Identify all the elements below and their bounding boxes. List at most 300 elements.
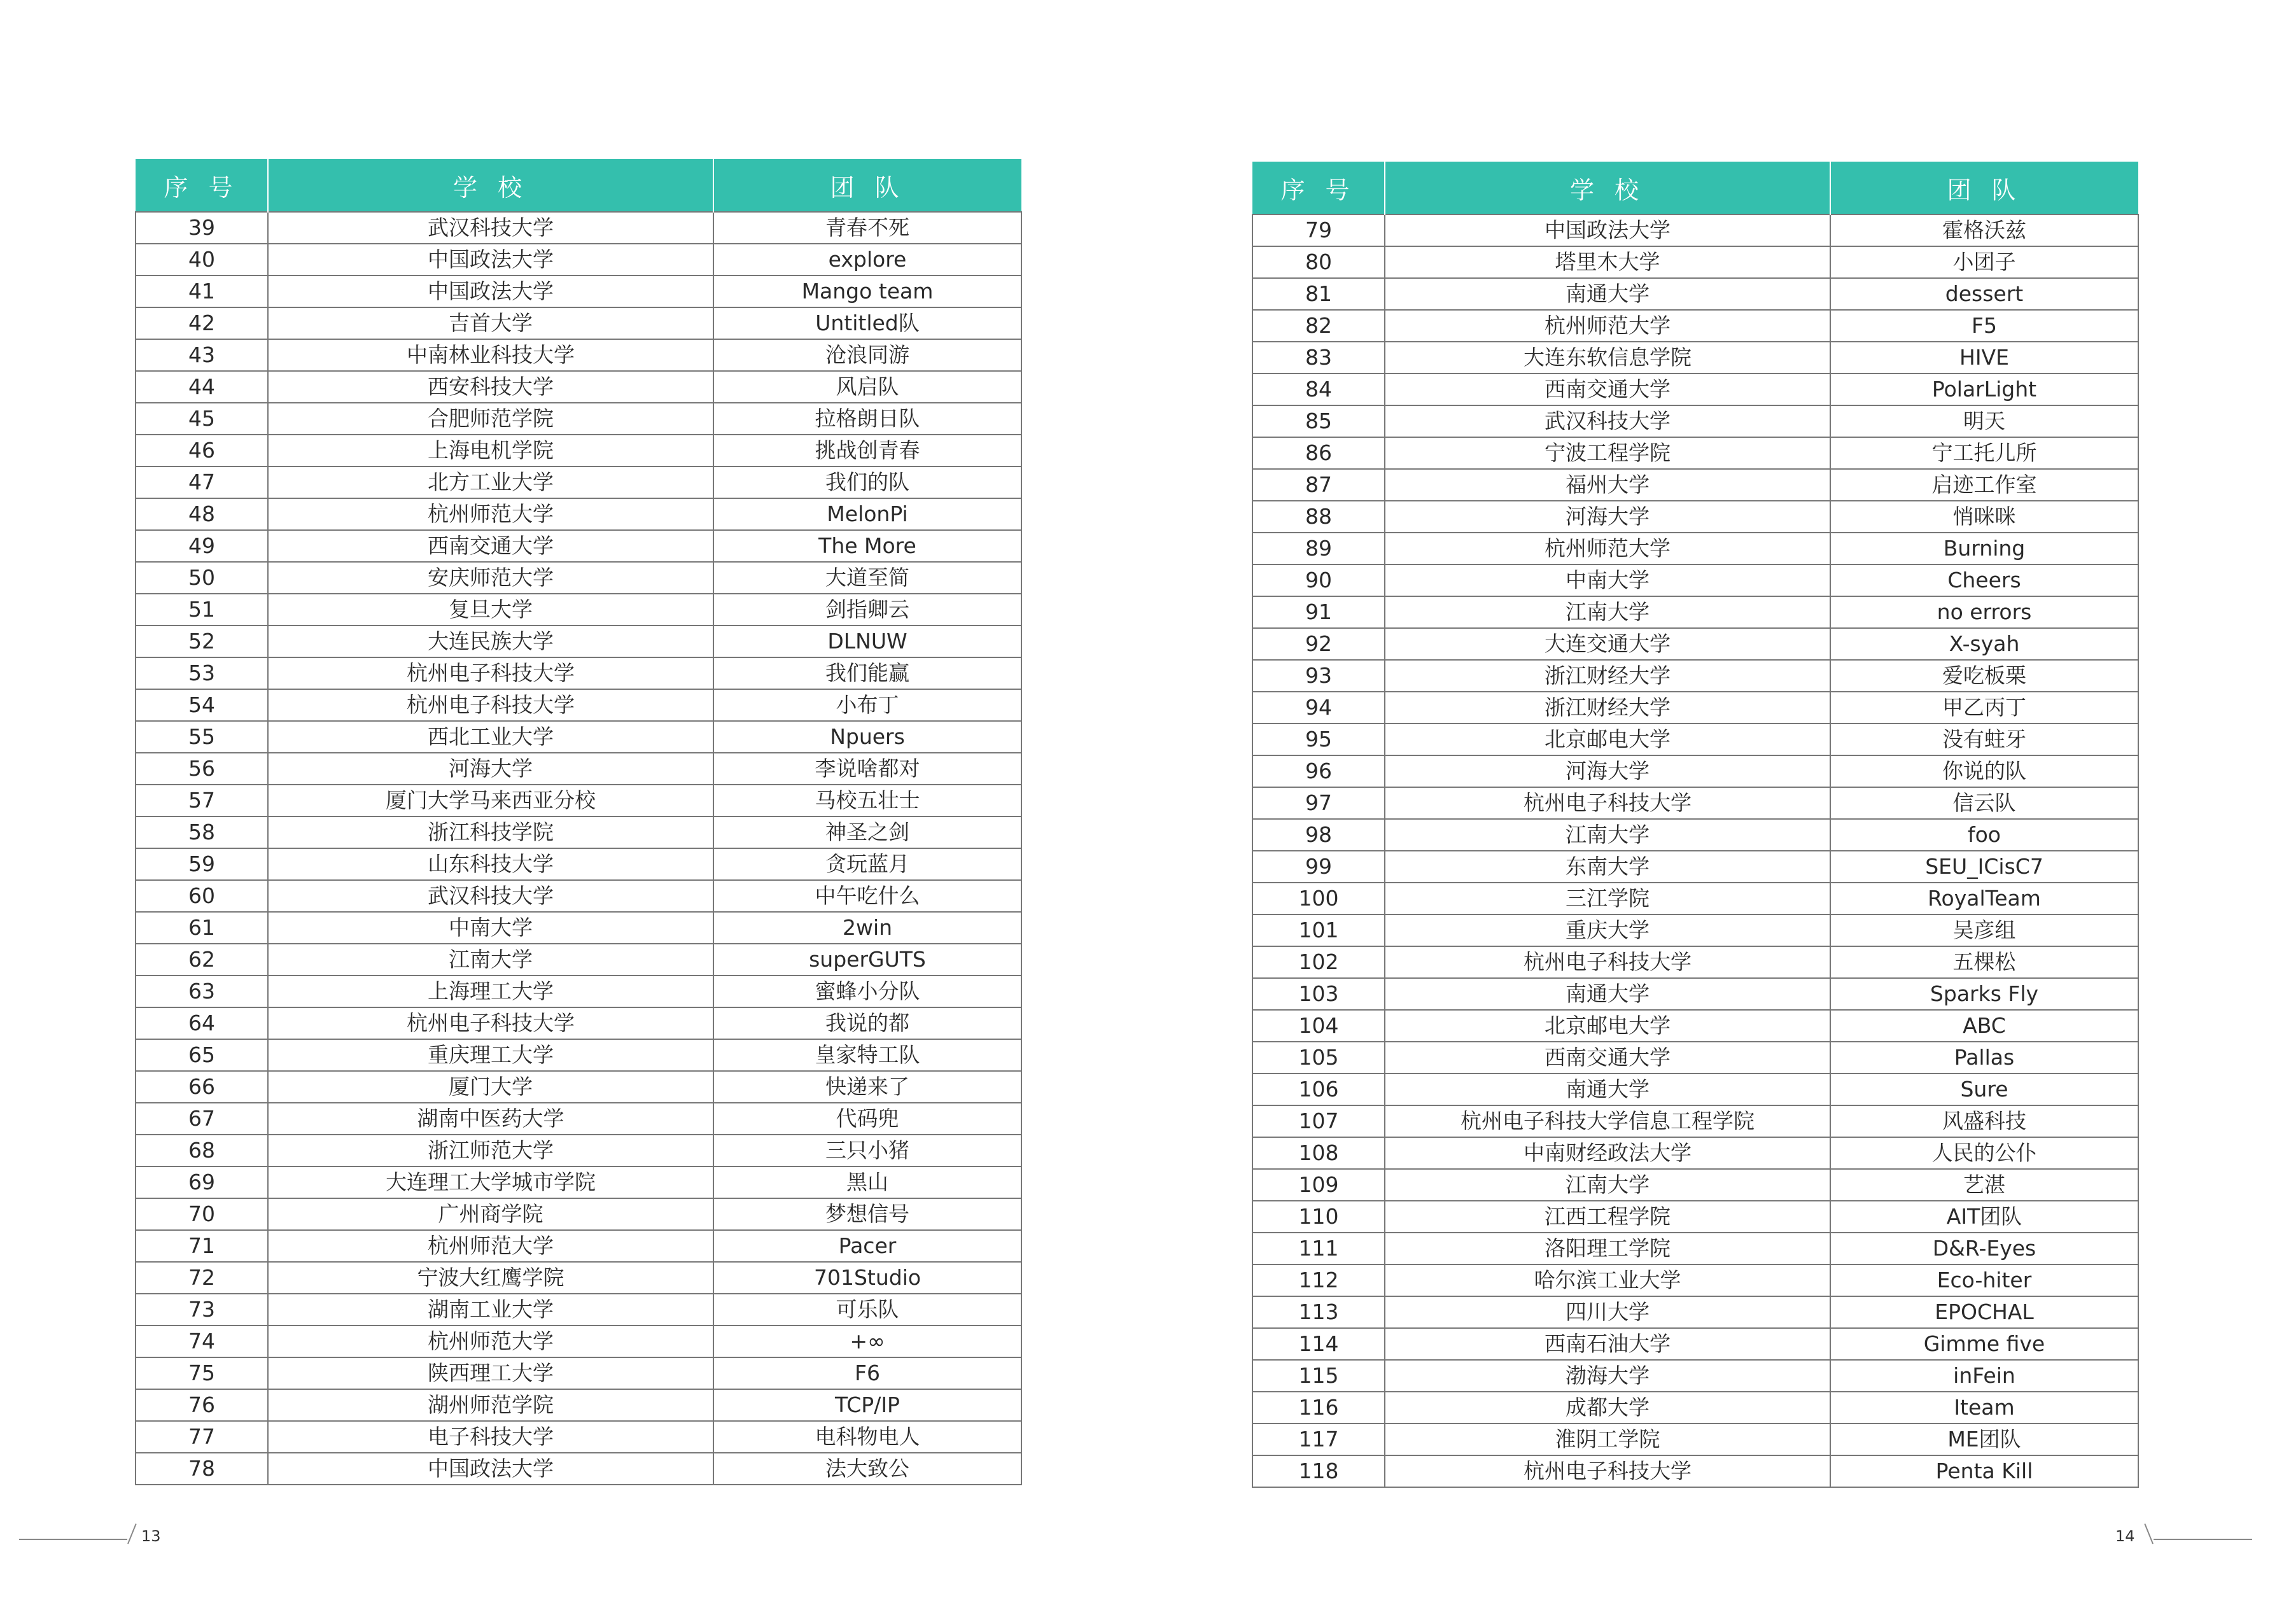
cell-team: X-syah [1830,628,2138,660]
cell-index: 64 [136,1007,268,1039]
table-row [136,244,1021,276]
footer-slash [127,1523,137,1544]
cell-team: SEU_ICisC7 [1830,851,2138,883]
cell-school: 武汉科技大学 [1385,405,1830,437]
cell-index: 93 [1252,660,1385,692]
cell-team: 可乐队 [713,1294,1021,1326]
table-row [1252,1328,2138,1360]
table-row [136,1103,1021,1135]
table-row [136,880,1021,912]
cell-team: dessert [1830,278,2138,310]
table-row [1252,1424,2138,1455]
cell-index: 84 [1252,374,1385,405]
cell-index: 78 [136,1453,268,1485]
table-row [1252,1392,2138,1424]
cell-team: 梦想信号 [713,1198,1021,1230]
table-row [1252,787,2138,819]
cell-team: 五棵松 [1830,946,2138,978]
table-row [1252,1455,2138,1487]
cell-index: 74 [136,1326,268,1357]
cell-index: 59 [136,848,268,880]
cell-index: 115 [1252,1360,1385,1392]
table-row [1252,374,2138,405]
cell-team: no errors [1830,596,2138,628]
cell-index: 61 [136,912,268,944]
cell-school: 上海理工大学 [268,976,713,1007]
header-index: 序 号 [1252,162,1385,214]
table-body [136,212,1021,1485]
cell-index: 70 [136,1198,268,1230]
cell-team: 甲乙丙丁 [1830,692,2138,724]
cell-school: 武汉科技大学 [268,880,713,912]
cell-index: 100 [1252,883,1385,914]
cell-team: 小团子 [1830,246,2138,278]
cell-team: 风盛科技 [1830,1105,2138,1137]
cell-school: 江南大学 [1385,596,1830,628]
cell-index: 89 [1252,533,1385,564]
cell-index: 113 [1252,1296,1385,1328]
cell-index: 63 [136,976,268,1007]
table-row [136,1357,1021,1389]
page-number: 14 [2115,1527,2135,1545]
cell-school: 宁波大红鹰学院 [268,1262,713,1294]
table-row [1252,1264,2138,1296]
cell-school: 北方工业大学 [268,466,713,498]
cell-index: 108 [1252,1137,1385,1169]
table-row [136,626,1021,657]
table-row [136,657,1021,689]
cell-index: 87 [1252,469,1385,501]
table-row [1252,342,2138,374]
team-roster-table [135,159,1022,1485]
cell-index: 85 [1252,405,1385,437]
table-row [136,1007,1021,1039]
cell-team: superGUTS [713,944,1021,976]
cell-index: 46 [136,435,268,466]
cell-index: 99 [1252,851,1385,883]
table-row [1252,628,2138,660]
cell-school: 杭州电子科技大学 [1385,1455,1830,1487]
cell-school: 宁波工程学院 [1385,437,1830,469]
table-body [1252,214,2138,1487]
cell-school: 中南财经政法大学 [1385,1137,1830,1169]
cell-school: 江南大学 [1385,1169,1830,1201]
footer-rule [2154,1539,2252,1540]
cell-school: 浙江科技学院 [268,816,713,848]
cell-team: 小布丁 [713,689,1021,721]
cell-team: 李说啥都对 [713,753,1021,785]
cell-index: 42 [136,307,268,339]
cell-school: 西南石油大学 [1385,1328,1830,1360]
cell-school: 塔里木大学 [1385,246,1830,278]
table-row [136,1326,1021,1357]
cell-index: 41 [136,276,268,307]
cell-team: Eco-hiter [1830,1264,2138,1296]
cell-school: 中国政法大学 [268,276,713,307]
table-row [1252,1360,2138,1392]
table-row [1252,437,2138,469]
cell-team: 中午吃什么 [713,880,1021,912]
table-row [136,1198,1021,1230]
cell-school: 西安科技大学 [268,371,713,403]
footer-slash [2144,1523,2154,1544]
table-row [1252,564,2138,596]
cell-team: 悄咪咪 [1830,501,2138,533]
cell-school: 中国政法大学 [1385,214,1830,246]
cell-school: 湖南工业大学 [268,1294,713,1326]
cell-school: 南通大学 [1385,1074,1830,1105]
cell-school: 哈尔滨工业大学 [1385,1264,1830,1296]
table-row [136,785,1021,816]
table-row [1252,1105,2138,1137]
cell-school: 杭州师范大学 [1385,310,1830,342]
cell-team: PolarLight [1830,374,2138,405]
cell-index: 110 [1252,1201,1385,1233]
cell-school: 杭州电子科技大学 [268,657,713,689]
table-row [136,307,1021,339]
table-row [136,848,1021,880]
cell-index: 62 [136,944,268,976]
cell-school: 中南大学 [268,912,713,944]
cell-school: 浙江财经大学 [1385,660,1830,692]
cell-team: Pacer [713,1230,1021,1262]
cell-school: 杭州电子科技大学 [1385,946,1830,978]
cell-school: 北京邮电大学 [1385,724,1830,755]
cell-school: 中南林业科技大学 [268,339,713,371]
cell-index: 90 [1252,564,1385,596]
cell-index: 80 [1252,246,1385,278]
table-row [1252,246,2138,278]
cell-team: 启迹工作室 [1830,469,2138,501]
cell-index: 68 [136,1135,268,1166]
cell-school: 南通大学 [1385,978,1830,1010]
cell-school: 山东科技大学 [268,848,713,880]
header-school: 学 校 [1385,162,1830,214]
table-row [1252,755,2138,787]
table-row [1252,1010,2138,1042]
cell-school: 洛阳理工学院 [1385,1233,1830,1264]
table-row [136,562,1021,594]
cell-school: 陕西理工大学 [268,1357,713,1389]
cell-index: 57 [136,785,268,816]
table-row [136,466,1021,498]
cell-team: explore [713,244,1021,276]
table-row [136,1166,1021,1198]
cell-index: 47 [136,466,268,498]
table-row [136,212,1021,244]
table-row [1252,724,2138,755]
table-row [1252,1074,2138,1105]
cell-index: 94 [1252,692,1385,724]
cell-school: 武汉科技大学 [268,212,713,244]
cell-team: Sparks Fly [1830,978,2138,1010]
cell-index: 75 [136,1357,268,1389]
cell-school: 杭州电子科技大学 [268,689,713,721]
cell-team: 皇家特工队 [713,1039,1021,1071]
cell-school: 大连交通大学 [1385,628,1830,660]
cell-index: 73 [136,1294,268,1326]
cell-team: Penta Kill [1830,1455,2138,1487]
cell-school: 西南交通大学 [268,530,713,562]
cell-index: 58 [136,816,268,848]
cell-team: 没有蛀牙 [1830,724,2138,755]
cell-team: Iteam [1830,1392,2138,1424]
table-row [1252,914,2138,946]
cell-team: 701Studio [713,1262,1021,1294]
table-row [136,1421,1021,1453]
cell-team: Pallas [1830,1042,2138,1074]
cell-index: 45 [136,403,268,435]
cell-index: 102 [1252,946,1385,978]
cell-school: 河海大学 [1385,755,1830,787]
table-row [1252,278,2138,310]
cell-school: 四川大学 [1385,1296,1830,1328]
table-row [1252,1296,2138,1328]
cell-team: Mango team [713,276,1021,307]
table-row [136,912,1021,944]
cell-school: 渤海大学 [1385,1360,1830,1392]
right-page [1135,0,2270,1624]
team-roster-table [1252,162,2139,1488]
cell-index: 76 [136,1389,268,1421]
cell-index: 92 [1252,628,1385,660]
cell-school: 大连东软信息学院 [1385,342,1830,374]
cell-school: 大连理工大学城市学院 [268,1166,713,1198]
cell-school: 淮阴工学院 [1385,1424,1830,1455]
cell-school: 杭州师范大学 [268,1230,713,1262]
cell-index: 72 [136,1262,268,1294]
cell-school: 三江学院 [1385,883,1830,914]
cell-index: 79 [1252,214,1385,246]
cell-school: 中国政法大学 [268,244,713,276]
cell-team: 艺湛 [1830,1169,2138,1201]
cell-team: F6 [713,1357,1021,1389]
cell-index: 39 [136,212,268,244]
cell-team: Burning [1830,533,2138,564]
cell-index: 109 [1252,1169,1385,1201]
table-row [136,403,1021,435]
cell-school: 上海电机学院 [268,435,713,466]
table-row [136,1389,1021,1421]
cell-index: 81 [1252,278,1385,310]
cell-team: 信云队 [1830,787,2138,819]
cell-school: 成都大学 [1385,1392,1830,1424]
cell-index: 112 [1252,1264,1385,1296]
cell-team: MelonPi [713,498,1021,530]
cell-team: ABC [1830,1010,2138,1042]
cell-school: 北京邮电大学 [1385,1010,1830,1042]
cell-team: 马校五壮士 [713,785,1021,816]
table-row [136,371,1021,403]
cell-index: 44 [136,371,268,403]
cell-index: 103 [1252,978,1385,1010]
cell-index: 96 [1252,755,1385,787]
footer-rule [19,1539,127,1540]
cell-school: 吉首大学 [268,307,713,339]
header-team: 团 队 [713,159,1021,212]
table-row [1252,469,2138,501]
cell-school: 湖州师范学院 [268,1389,713,1421]
cell-school: 西南交通大学 [1385,1042,1830,1074]
cell-team: TCP/IP [713,1389,1021,1421]
cell-school: 江南大学 [268,944,713,976]
cell-index: 88 [1252,501,1385,533]
cell-school: 杭州电子科技大学信息工程学院 [1385,1105,1830,1137]
table-row [136,721,1021,753]
cell-index: 66 [136,1071,268,1103]
cell-school: 河海大学 [1385,501,1830,533]
cell-team: 剑指卿云 [713,594,1021,626]
cell-team: 大道至简 [713,562,1021,594]
cell-school: 中国政法大学 [268,1453,713,1485]
cell-team: 拉格朗日队 [713,403,1021,435]
cell-index: 51 [136,594,268,626]
cell-index: 77 [136,1421,268,1453]
cell-index: 69 [136,1166,268,1198]
cell-index: 106 [1252,1074,1385,1105]
table-row [1252,692,2138,724]
page-number: 13 [141,1527,161,1545]
cell-school: 杭州师范大学 [268,498,713,530]
table-row [136,1039,1021,1071]
cell-team: 青春不死 [713,212,1021,244]
cell-school: 杭州师范大学 [268,1326,713,1357]
table-row [136,976,1021,1007]
cell-index: 101 [1252,914,1385,946]
table-row [136,1294,1021,1326]
cell-school: 西北工业大学 [268,721,713,753]
cell-index: 65 [136,1039,268,1071]
cell-team: 我们能赢 [713,657,1021,689]
cell-team: 快递来了 [713,1071,1021,1103]
cell-school: 电子科技大学 [268,1421,713,1453]
cell-team: Gimme five [1830,1328,2138,1360]
cell-index: 97 [1252,787,1385,819]
table-header-row [136,159,1021,212]
cell-team: foo [1830,819,2138,851]
cell-team: Npuers [713,721,1021,753]
cell-index: 98 [1252,819,1385,851]
table-row [136,753,1021,785]
cell-team: 霍格沃兹 [1830,214,2138,246]
table-row [136,435,1021,466]
table-row [1252,978,2138,1010]
table-row [1252,1201,2138,1233]
cell-team: F5 [1830,310,2138,342]
table-row [136,530,1021,562]
table-row [136,1230,1021,1262]
header-team: 团 队 [1830,162,2138,214]
cell-school: 西南交通大学 [1385,374,1830,405]
cell-team: D&R-Eyes [1830,1233,2138,1264]
header-index: 序 号 [136,159,268,212]
table-row [136,1453,1021,1485]
cell-school: 杭州电子科技大学 [268,1007,713,1039]
cell-index: 117 [1252,1424,1385,1455]
cell-team: ME团队 [1830,1424,2138,1455]
table-row [136,498,1021,530]
cell-team: 我们的队 [713,466,1021,498]
cell-team: 神圣之剑 [713,816,1021,848]
cell-index: 67 [136,1103,268,1135]
cell-school: 东南大学 [1385,851,1830,883]
cell-index: 56 [136,753,268,785]
cell-index: 53 [136,657,268,689]
cell-index: 40 [136,244,268,276]
cell-school: 杭州电子科技大学 [1385,787,1830,819]
cell-team: 蜜蜂小分队 [713,976,1021,1007]
cell-index: 71 [136,1230,268,1262]
cell-team: +∞ [713,1326,1021,1357]
cell-school: 重庆大学 [1385,914,1830,946]
cell-index: 48 [136,498,268,530]
cell-school: 大连民族大学 [268,626,713,657]
cell-team: AIT团队 [1830,1201,2138,1233]
cell-index: 55 [136,721,268,753]
table-row [136,816,1021,848]
table-row [136,276,1021,307]
cell-index: 83 [1252,342,1385,374]
cell-team: 2win [713,912,1021,944]
cell-index: 50 [136,562,268,594]
table-row [136,339,1021,371]
cell-index: 116 [1252,1392,1385,1424]
table-row [1252,1137,2138,1169]
table-row [1252,1042,2138,1074]
cell-index: 114 [1252,1328,1385,1360]
cell-school: 福州大学 [1385,469,1830,501]
table-row [1252,214,2138,246]
cell-index: 86 [1252,437,1385,469]
cell-index: 60 [136,880,268,912]
table-row [1252,819,2138,851]
cell-team: 你说的队 [1830,755,2138,787]
cell-school: 江南大学 [1385,819,1830,851]
cell-team: Sure [1830,1074,2138,1105]
table-row [136,1071,1021,1103]
cell-team: 宁工托儿所 [1830,437,2138,469]
cell-team: 吴彦组 [1830,914,2138,946]
cell-team: RoyalTeam [1830,883,2138,914]
cell-team: 风启队 [713,371,1021,403]
table-row [1252,1233,2138,1264]
cell-school: 复旦大学 [268,594,713,626]
cell-index: 49 [136,530,268,562]
cell-school: 江西工程学院 [1385,1201,1830,1233]
table-header-row [1252,162,2138,214]
table-row [1252,310,2138,342]
cell-team: 明天 [1830,405,2138,437]
cell-team: 黑山 [713,1166,1021,1198]
cell-index: 107 [1252,1105,1385,1137]
cell-index: 105 [1252,1042,1385,1074]
cell-school: 河海大学 [268,753,713,785]
cell-index: 111 [1252,1233,1385,1264]
cell-team: Untitled队 [713,307,1021,339]
cell-index: 91 [1252,596,1385,628]
table-row [136,689,1021,721]
cell-team: inFein [1830,1360,2138,1392]
table-row [1252,883,2138,914]
cell-team: DLNUW [713,626,1021,657]
cell-school: 南通大学 [1385,278,1830,310]
cell-school: 安庆师范大学 [268,562,713,594]
cell-index: 54 [136,689,268,721]
cell-team: The More [713,530,1021,562]
cell-school: 浙江财经大学 [1385,692,1830,724]
cell-team: 爱吃板栗 [1830,660,2138,692]
cell-school: 重庆理工大学 [268,1039,713,1071]
